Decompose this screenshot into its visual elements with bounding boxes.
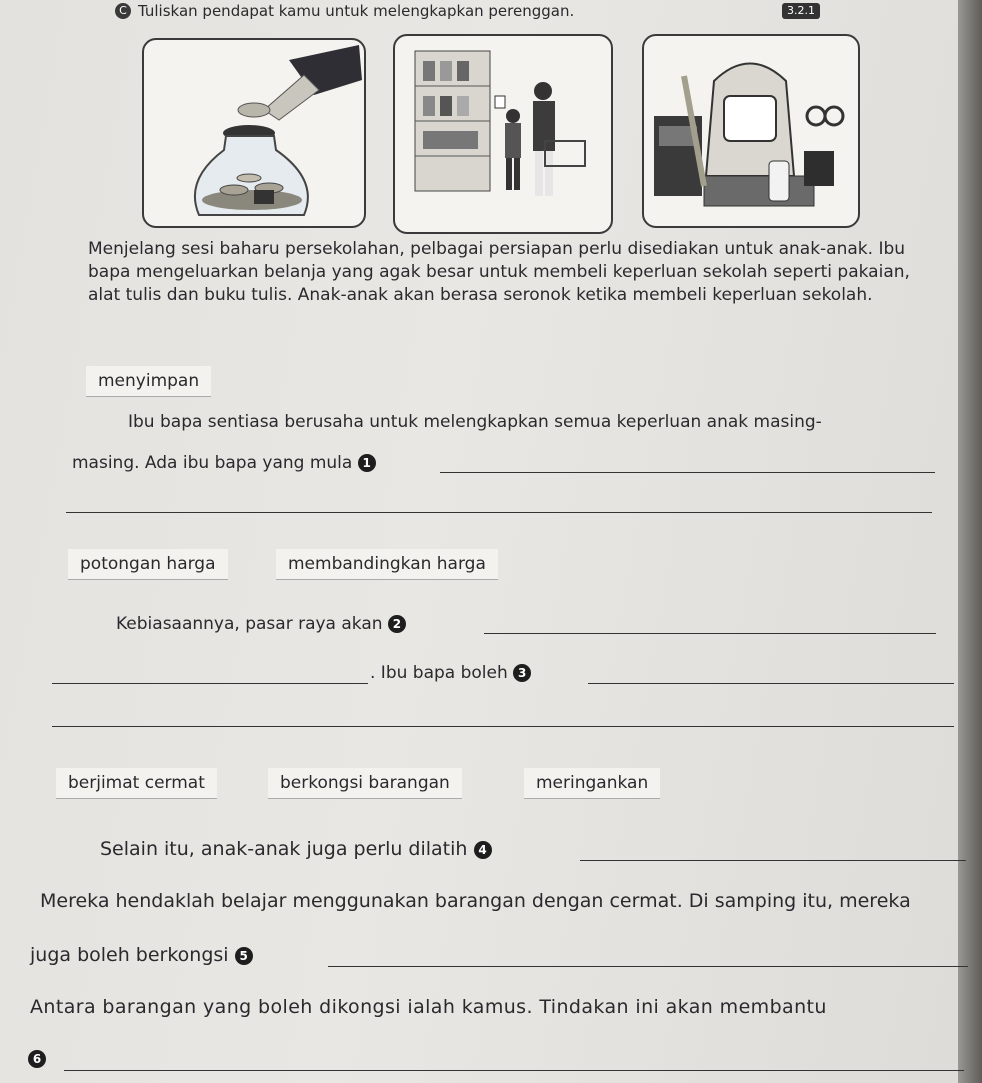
section2-line1-text: Kebiasaannya, pasar raya akan xyxy=(116,614,383,634)
answer-blank-3a[interactable] xyxy=(588,683,954,684)
answer-blank-4[interactable] xyxy=(580,860,966,861)
word-tag-menyimpan: menyimpan xyxy=(86,366,211,396)
number-marker-2: 2 xyxy=(388,615,406,633)
answer-blank-2b[interactable] xyxy=(52,683,368,684)
skill-code-badge: 3.2.1 xyxy=(782,3,820,19)
section3-line3-text: juga boleh berkongsi xyxy=(30,944,229,966)
section-letter-badge: C xyxy=(115,3,131,19)
section3-line3 xyxy=(30,944,253,966)
answer-blank-3b[interactable] xyxy=(52,726,954,727)
word-tag-berkongsi-barangan: berkongsi barangan xyxy=(268,768,462,798)
section1-line1: Ibu bapa sentiasa berusaha untuk melengkapkan semua keperluan anak masing- xyxy=(128,412,822,432)
section2-line2 xyxy=(370,663,531,683)
answer-blank-5[interactable] xyxy=(328,966,968,967)
section2-line2-text: . Ibu bapa boleh xyxy=(370,663,508,683)
supermarket-shopping-illustration xyxy=(393,34,613,234)
number-marker-4: 4 xyxy=(474,841,492,859)
school-supplies-illustration xyxy=(642,34,860,228)
section3-line1-text: Selain itu, anak-anak juga perlu dilatih xyxy=(100,838,468,860)
number-marker-3: 3 xyxy=(513,664,531,682)
word-tag-berjimat-cermat: berjimat cermat xyxy=(56,768,217,798)
section1-line2 xyxy=(72,453,376,473)
section3-line4: Antara barangan yang boleh dikongsi ialah kamus. Tindakan ini akan membantu xyxy=(30,996,827,1018)
answer-blank-1b[interactable] xyxy=(66,512,932,513)
section2-line1 xyxy=(116,614,406,634)
number-marker-5: 5 xyxy=(235,947,253,965)
answer-blank-6[interactable] xyxy=(64,1070,964,1071)
number-marker-1: 1 xyxy=(358,454,376,472)
coin-jar-illustration xyxy=(142,38,366,228)
instruction-text: Tuliskan pendapat kamu untuk melengkapkan perenggan. xyxy=(138,2,575,20)
answer-blank-2a[interactable] xyxy=(484,633,936,634)
word-tag-potongan-harga: potongan harga xyxy=(68,549,228,579)
word-tag-membandingkan-harga: membandingkan harga xyxy=(276,549,498,579)
section3-line1 xyxy=(100,838,492,860)
section3-line2: Mereka hendaklah belajar menggunakan barangan dengan cermat. Di samping itu, mereka xyxy=(40,890,911,912)
answer-blank-1a[interactable] xyxy=(440,472,935,473)
section1-line2-text: masing. Ada ibu bapa yang mula xyxy=(72,453,353,473)
number-marker-6: 6 xyxy=(28,1050,46,1068)
word-tag-meringankan: meringankan xyxy=(524,768,660,798)
intro-paragraph: Menjelang sesi baharu persekolahan, pelbagai persiapan perlu disediakan untuk anak-anak. Ibu bapa mengeluarkan belanja yang agak besar untuk membeli keperluan sekolah seperti pakaian, alat tulis dan buku tulis. Anak-anak akan berasa seronok ketika membeli keperluan sekolah. xyxy=(88,239,910,305)
page-edge xyxy=(958,0,982,1083)
section3-line5 xyxy=(28,1048,46,1068)
